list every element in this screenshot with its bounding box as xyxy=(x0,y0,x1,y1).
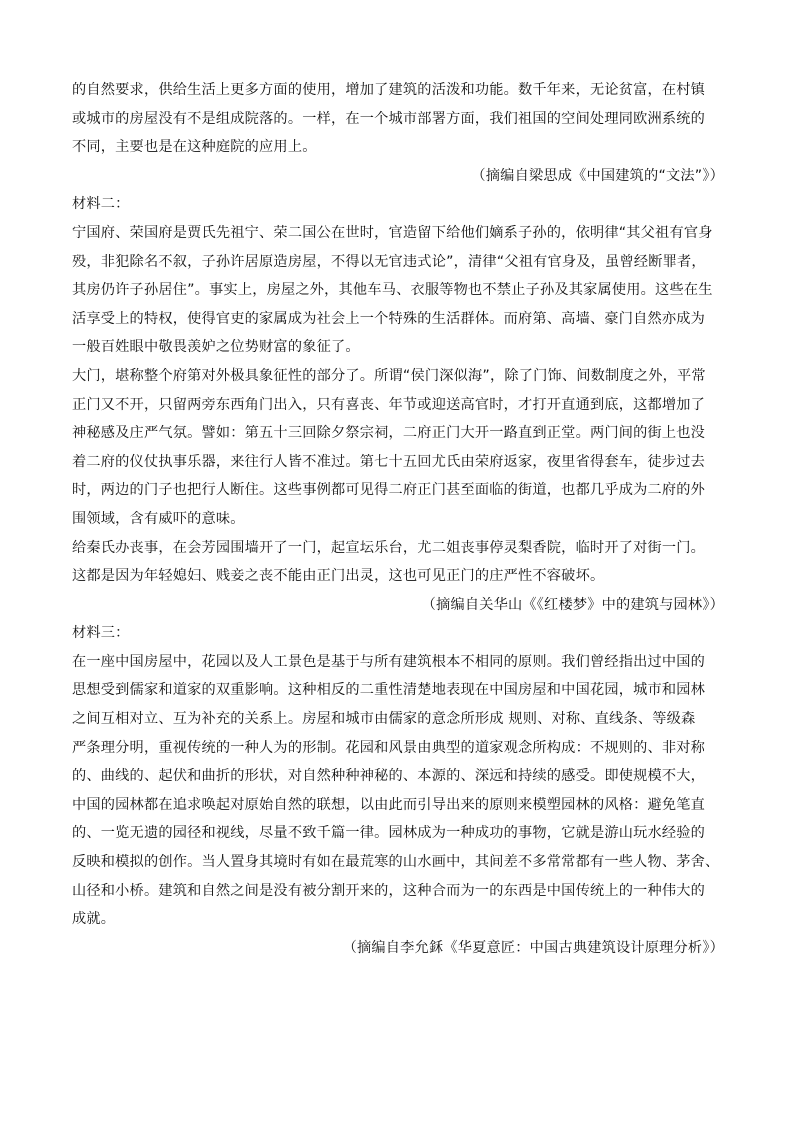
paragraph-line: 活享受上的特权，使得官吏的家属成为社会上一个特殊的生活群体。而府第、高墙、豪门自然亦成为 xyxy=(72,310,706,327)
paragraph-line: 时，两边的门子也把行人断住。这些事例都可见得二府正门甚至面临的街道，也都几乎成为二府的外 xyxy=(72,482,706,499)
paragraph-line: 殁，非犯除名不叙，子孙许居原造房屋，不得以无官违式论”，清律“父祖有官身及，虽曾经断罪者， xyxy=(72,253,706,270)
paragraph-line: 的自然要求，供给生活上更多方面的使用，增加了建筑的活泼和功能。数千年来，无论贫富，在村镇 xyxy=(72,82,706,98)
section-heading: 材料三： xyxy=(72,625,130,642)
document-page xyxy=(72,76,724,962)
paragraph-line: 不同，主要也是在这种庭院的应用上。 xyxy=(72,139,317,156)
source-citation: （摘编自李允鉌《华夏意匠：中国古典建筑设计原理分析》） xyxy=(342,939,724,956)
paragraph-line: 其房仍许子孙居住”。事实上，房屋之外，其他车马、衣服等物也不禁止子孙及其家属使用。这些在生 xyxy=(72,282,713,299)
paragraph-line: 中国的园林都在追求唤起对原始自然的联想，以由此而引导出来的原则来模塑园林的风格：避免笔直 xyxy=(72,796,706,813)
paragraph-line: 反映和模拟的创作。当人置身其境时有如在最荒寒的山水画中，其间差不多常常都有一些人物、茅舍、 xyxy=(72,854,720,871)
paragraph-line: 宁国府、荣国府是贾氏先祖宁、荣二国公在世时，官造留下给他们嫡系子孙的，依明律“其父祖有官身 xyxy=(72,224,713,241)
paragraph-line: 的、曲线的、起伏和曲折的形状，对自然种种神秘的、本源的、深远和持续的感受。即使规模不大， xyxy=(72,768,706,785)
paragraph-line: 之间互相对立、互为补充的关系上。房屋和城市由儒家的意念所形成 规则、对称、直线条、等级森 xyxy=(72,711,696,728)
material-one-continuation xyxy=(72,76,724,190)
paragraph-line: 在一座中国房屋中，花园以及人工景色是基于与所有建筑根本不相同的原则。我们曾经指出过中国的 xyxy=(72,653,706,670)
section-heading: 材料二： xyxy=(72,196,130,213)
paragraph-line: 的、一览无遗的园径和视线，尽量不致千篇一律。园林成为一种成功的事物，它就是游山玩水经验的 xyxy=(72,825,706,842)
paragraph-line: 成就。 xyxy=(72,911,116,928)
source-citation: （摘编自梁思成《中国建筑的“文法”》） xyxy=(471,167,724,184)
paragraph-line: 或城市的房屋没有不是组成院落的。一样，在一个城市部署方面，我们祖国的空间处理同欧洲系统的 xyxy=(72,110,706,127)
paragraph-line: 给秦氏办丧事，在会芳园围墙开了一门，起宣坛乐台，尤二姐丧事停灵梨香院，临时开了对街一门。 xyxy=(72,539,706,556)
paragraph-line: 这都是因为年轻媳妇、贱妾之丧不能由正门出灵，这也可见正门的庄严性不容破坏。 xyxy=(72,568,605,585)
source-citation: （摘编自关华山《《红楼梦》中的建筑与园林》） xyxy=(421,596,724,613)
paragraph-line: 山径和小桥。建筑和自然之间是没有被分割开来的，这种合而为一的东西是中国传统上的一种伟大的 xyxy=(72,882,706,899)
paragraph-line: 着二府的仪仗执事乐器，来往行人皆不准过。第七十五回尤氏由荣府返家，夜里省得套车，徒步过去 xyxy=(72,453,706,470)
paragraph-line: 围领域，含有威吓的意味。 xyxy=(72,510,245,527)
material-three xyxy=(72,619,724,962)
paragraph-line: 一般百姓眼中敬畏羡妒之位势财富的象征了。 xyxy=(72,339,360,356)
material-two xyxy=(72,190,724,619)
paragraph-line: 神秘感及庄严气氛。譬如：第五十三回除夕祭宗祠，二府正门大开一路直到正堂。两门间的街上也没 xyxy=(72,425,706,442)
paragraph-line: 严条理分明，重视传统的一种人为的形制。花园和风景由典型的道家观念所构成：不规则的、非对称 xyxy=(72,739,706,756)
paragraph-line: 大门，堪称整个府第对外极具象征性的部分了。所谓“侯门深似海”，除了门饰、间数制度之外，平常 xyxy=(72,367,706,384)
paragraph-line: 思想受到儒家和道家的双重影响。这种相反的二重性清楚地表现在中国房屋和中国花园，城市和园林 xyxy=(72,682,706,699)
paragraph-line: 正门又不开，只留两旁东西角门出入，只有喜丧、年节或迎送高官时，才打开直通到底，这都增加了 xyxy=(72,396,706,413)
